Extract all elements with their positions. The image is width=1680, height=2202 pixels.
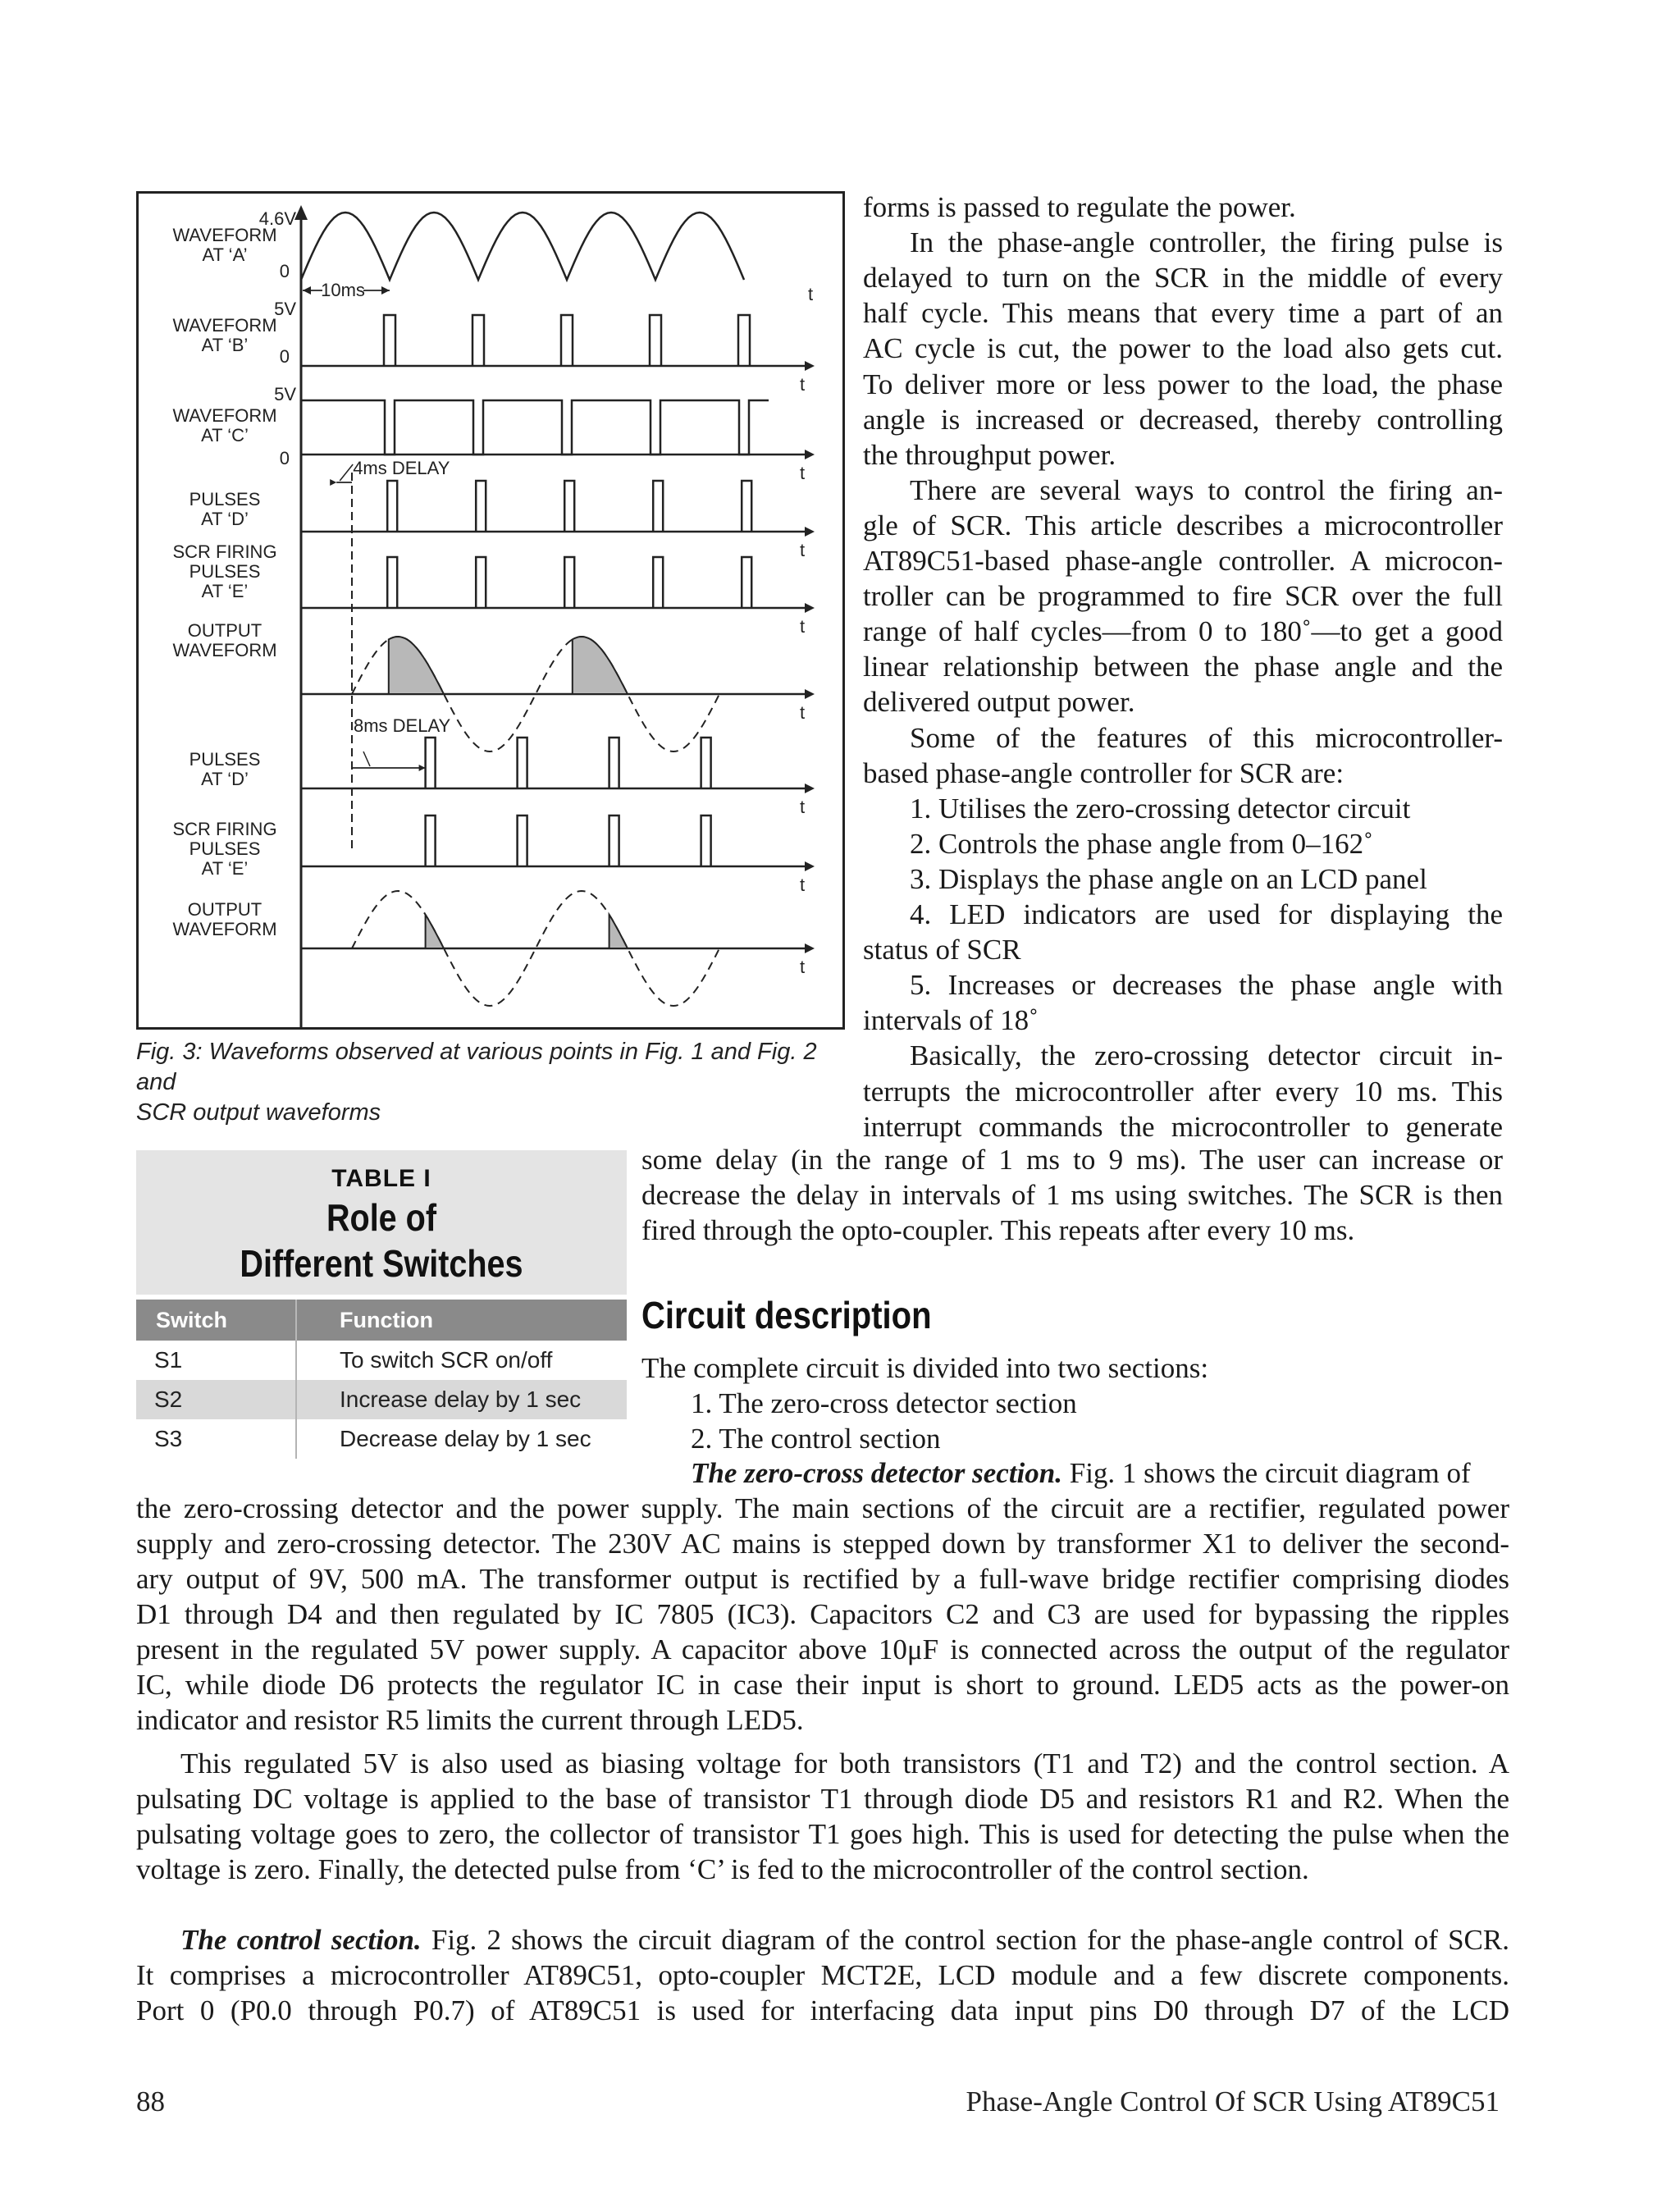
column-header-function: Function <box>340 1307 433 1332</box>
text-line: decrease the delay in intervals of 1 ms using switches. The SCR is then <box>641 1179 1503 1211</box>
table-column-headers <box>136 1300 627 1341</box>
axis-t-label: t <box>800 463 806 483</box>
control-title: The control section. <box>180 1924 422 1956</box>
text-line: pulsating voltage goes to zero, the collector of transistor T1 goes high. This is used for detecting the pulse when the <box>136 1818 1509 1850</box>
text-line: fired through the opto-coupler. This repeats after every 10 ms. <box>641 1214 1355 1246</box>
waveform-label: AT ‘B’ <box>201 335 249 355</box>
table-row <box>136 1419 627 1459</box>
text-line: the throughput power. <box>863 438 1116 471</box>
axis-arrow-icon <box>294 205 308 220</box>
text-line: Basically, the zero-crossing detector circuit in- <box>910 1039 1503 1072</box>
control-intro <box>180 1922 1509 1958</box>
text-line: angle is increased or decreased, thereby controlling <box>863 403 1503 436</box>
pulse-train <box>426 738 711 788</box>
text-line: some delay (in the range of 1 ms to 9 ms). The user can increase or <box>641 1144 1503 1176</box>
waveform-label: AT ‘E’ <box>201 581 249 601</box>
pulse-train <box>387 557 751 608</box>
output-conduction-area <box>389 637 444 694</box>
figure-caption <box>136 1037 850 1128</box>
axis-arrow-icon <box>805 450 815 459</box>
axis-arrow-icon <box>805 783 815 793</box>
delay-label: 8ms DELAY <box>354 715 451 736</box>
waveform-label: WAVEFORM <box>172 225 277 245</box>
text-line: There are several ways to control the firing an- <box>910 473 1503 506</box>
text-line: IC, while diode D6 protects the regulator IC in case their input is short to ground. LED5 acts as the power-on <box>136 1669 1509 1701</box>
arrow-icon <box>381 286 390 295</box>
text-line: This regulated 5V is also used as biasing voltage for both transistors (T1 and T2) and the control section. A <box>180 1747 1509 1779</box>
table-title-line: Role of <box>326 1196 437 1239</box>
caption-line: SCR output waveforms <box>136 1099 381 1126</box>
text-line: status of SCR <box>863 934 1021 966</box>
table-cell: To switch SCR on/off <box>340 1347 553 1373</box>
level-label: 5V <box>274 384 296 404</box>
text-line: delivered output power. <box>863 686 1135 719</box>
caption-line: Fig. 3: Waveforms observed at various points in Fig. 1 and Fig. 2 and <box>136 1039 817 1095</box>
waveform-label: SCR FIRING <box>172 819 277 839</box>
axis-arrow-icon <box>805 603 815 613</box>
waveform-label: PULSES <box>189 561 261 582</box>
text-line: half cycle. This means that every time a part of an <box>863 297 1503 330</box>
waveform-label: WAVEFORM <box>172 405 277 426</box>
waveform-label: AT ‘D’ <box>201 509 249 529</box>
text-line: terrupts the microcontroller after every 10 ms. This <box>863 1075 1503 1108</box>
text-line: 3. Displays the phase angle on an LCD panel <box>910 862 1427 895</box>
axis-t-label: t <box>808 284 814 304</box>
waveform-label: PULSES <box>189 749 261 770</box>
text-line: range of half cycles—from 0 to 180˚—to get a good <box>863 615 1503 648</box>
table-cell: S2 <box>136 1380 297 1419</box>
text-line: the zero-crossing detector and the power supply. The main sections of the circuit are a rectifier, regulated power <box>136 1492 1509 1524</box>
text-line: 1. Utilises the zero-crossing detector circuit <box>910 792 1411 825</box>
pulse-train <box>387 481 751 532</box>
waveform-label: OUTPUT <box>187 620 262 641</box>
zero-label: 0 <box>279 448 290 468</box>
level-label: 4.6V <box>258 208 296 229</box>
waveform-label: PULSES <box>189 838 261 859</box>
rectified-waveform <box>301 212 744 280</box>
zero-label: 0 <box>279 346 290 367</box>
waveform-label: WAVEFORM <box>172 640 277 660</box>
text-line: indicator and resistor R5 limits the current through LED5. <box>136 1704 804 1736</box>
text-line: The complete circuit is divided into two sections: <box>641 1352 1209 1384</box>
axis-arrow-icon <box>805 689 815 699</box>
text-line: troller can be programmed to fire SCR over the full <box>863 580 1503 613</box>
pulse-train <box>426 815 711 866</box>
running-title: Phase-Angle Control Of SCR Using AT89C51 <box>966 2086 1500 2117</box>
delay-label: 4ms DELAY <box>353 458 450 478</box>
zero-cross-first-line: Fig. 1 shows the circuit diagram of <box>1061 1457 1471 1489</box>
text-line: gle of SCR. This article describes a microcontroller <box>863 509 1503 541</box>
text-line: AT89C51-based phase-angle controller. A microcon- <box>863 545 1503 577</box>
axis-t-label: t <box>800 374 806 395</box>
table-cell: S1 <box>136 1341 297 1380</box>
arrow-icon <box>330 479 336 486</box>
text-line: delayed to turn on the SCR in the middle of every <box>863 262 1503 295</box>
zero-cross-intro <box>691 1455 1511 1491</box>
column-header-switch: Switch <box>136 1300 297 1341</box>
text-line: pulsating DC voltage is applied to the base of transistor T1 through diode D5 and resistors R1 and R2. When the <box>136 1783 1509 1815</box>
text-line: supply and zero-crossing detector. The 230V AC mains is stepped down by transformer X1 to deliver the second- <box>136 1528 1509 1560</box>
table-title-line: Different Switches <box>240 1242 523 1285</box>
axis-t-label: t <box>800 702 806 723</box>
text-line: ary output of 9V, 500 mA. The transformer output is rectified by a full-wave bridge rectifier comprising diodes <box>136 1563 1509 1595</box>
table-header <box>136 1150 627 1295</box>
output-conduction-area <box>573 637 628 694</box>
table-cell: Decrease delay by 1 sec <box>340 1426 591 1451</box>
text-line: linear relationship between the phase angle and the <box>863 651 1503 683</box>
text-line: 5. Increases or decreases the phase angle with <box>910 969 1503 1002</box>
table-label: TABLE I <box>331 1165 431 1192</box>
axis-arrow-icon <box>805 361 815 371</box>
output-conduction-area <box>426 915 444 948</box>
level-label: 5V <box>274 299 296 319</box>
waveform-label: SCR FIRING <box>172 541 277 562</box>
text-line: voltage is zero. Finally, the detected pulse from ‘C’ is fed to the microcontroller of the control section. <box>136 1853 1309 1885</box>
waveform-label: AT ‘D’ <box>201 769 249 789</box>
control-first-line: Fig. 2 shows the circuit diagram of the control section for the phase-angle control of SCR. <box>421 1924 1509 1956</box>
text-line: forms is passed to regulate the power. <box>863 191 1296 223</box>
waveform-figure <box>136 191 845 1030</box>
leader-line <box>363 752 370 766</box>
text-line: based phase-angle controller for SCR are: <box>863 756 1344 789</box>
table-row <box>136 1341 627 1380</box>
waveform-label: WAVEFORM <box>172 315 277 336</box>
zero-label: 0 <box>279 261 290 281</box>
waveform-label: PULSES <box>189 489 261 509</box>
text-line: Some of the features of this microcontroller- <box>910 721 1503 754</box>
waveform-label: AT ‘A’ <box>202 244 248 265</box>
axis-t-label: t <box>800 797 806 817</box>
period-label: 10ms <box>321 280 365 300</box>
axis-arrow-icon <box>805 943 815 953</box>
text-line: 2. Controls the phase angle from 0–162˚ <box>910 827 1373 860</box>
waveform-label: AT ‘C’ <box>201 425 249 445</box>
text-line: interrupt commands the microcontroller to generate <box>863 1110 1503 1143</box>
waveform-label: AT ‘E’ <box>201 858 249 879</box>
text-line: AC cycle is cut, the power to the load also gets cut. <box>863 332 1503 365</box>
text-line: present in the regulated 5V power supply. A capacitor above 10μF is connected across the output of the regulator <box>136 1633 1509 1665</box>
waveform-diagram <box>139 194 842 1027</box>
table-cell: Increase delay by 1 sec <box>340 1387 582 1412</box>
text-line: 2. The control section <box>691 1423 941 1455</box>
arrow-icon <box>303 286 311 295</box>
pulse-train <box>384 315 750 366</box>
axis-t-label: t <box>800 540 806 560</box>
axis-t-label: t <box>800 616 806 637</box>
axis-arrow-icon <box>805 861 815 871</box>
axis-t-label: t <box>800 875 806 895</box>
waveform-label: WAVEFORM <box>172 919 277 939</box>
text-line: In the phase-angle controller, the firing pulse is <box>910 226 1503 259</box>
axis-t-label: t <box>800 957 806 977</box>
text-line: intervals of 18˚ <box>863 1004 1039 1037</box>
text-line: It comprises a microcontroller AT89C51, opto-coupler MCT2E, LCD module and a few discrete components. <box>136 1959 1509 1991</box>
table-row <box>136 1380 627 1419</box>
text-line: To deliver more or less power to the load, the phase <box>863 368 1503 400</box>
waveform-label: OUTPUT <box>187 899 262 920</box>
axis-arrow-icon <box>805 527 815 537</box>
switch-table <box>136 1150 627 1459</box>
table-cell: S3 <box>136 1419 297 1459</box>
leader-line <box>340 464 353 481</box>
text-line: 1. The zero-cross detector section <box>691 1387 1077 1419</box>
text-line: 4. LED indicators are used for displaying the <box>910 898 1503 930</box>
section-heading: Circuit description <box>641 1294 932 1336</box>
output-conduction-area <box>609 915 628 948</box>
zero-cross-title: The zero-cross detector section. <box>691 1457 1062 1489</box>
page-number: 88 <box>136 2086 165 2117</box>
text-line: Port 0 (P0.0 through P0.7) of AT89C51 is used for interfacing data input pins D0 through D7 of the LCD <box>136 1994 1509 2026</box>
square-waveform <box>301 400 769 455</box>
text-line: D1 through D4 and then regulated by IC 7805 (IC3). Capacitors C2 and C3 are used for bypassing the ripples <box>136 1598 1509 1630</box>
